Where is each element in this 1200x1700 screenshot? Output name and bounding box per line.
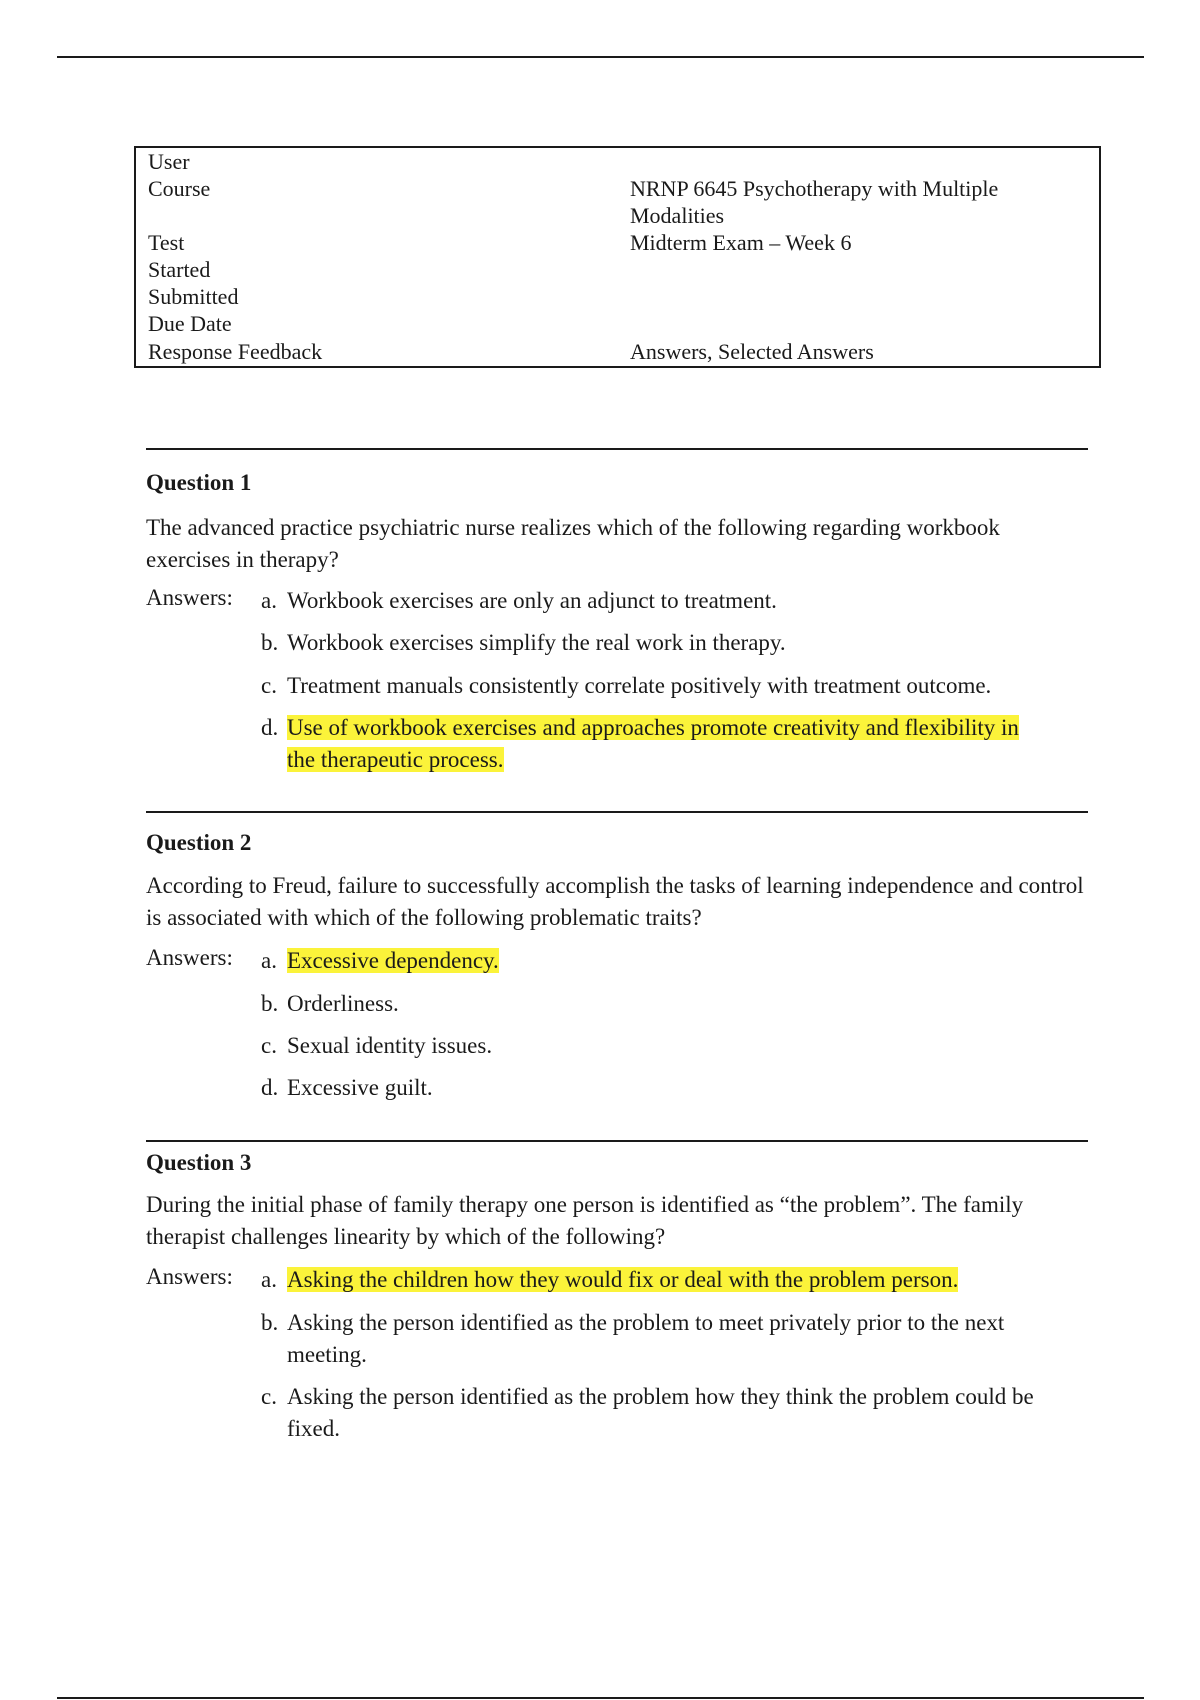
question-2-text: According to Freud, failure to successfully accomplish the tasks of learning independence and control is associated with which of the following problematic traits? [146, 873, 1084, 930]
question-1-option-d-selected [261, 712, 1051, 776]
option-text [287, 945, 1051, 977]
question-3-title: Question 3 [146, 1150, 252, 1175]
bottom-page-rule [57, 1697, 1144, 1699]
option-letter: c. [261, 673, 277, 698]
user-label: User [148, 149, 190, 174]
selected-answer-highlight: Excessive dependency. [287, 948, 499, 973]
submitted-label: Submitted [148, 284, 239, 309]
option-letter: b. [261, 1310, 279, 1335]
question-2-option-c [261, 1030, 1051, 1062]
question-1-answers-label: Answers: [146, 585, 233, 610]
question-2-title: Question 2 [146, 830, 252, 855]
question-1-option-a [261, 585, 1051, 617]
question-2-answers-label: Answers: [146, 945, 233, 970]
question-1-title: Question 1 [146, 470, 252, 495]
question-2-option-b [261, 988, 1051, 1020]
question-3-text: During the initial phase of family therapy one person is identified as “the problem”. The family therapist challenges linearity by which of the following? [146, 1192, 1024, 1249]
test-label: Test [148, 230, 185, 255]
option-text: Workbook exercises simplify the real work in therapy. [287, 630, 786, 655]
option-letter: c. [261, 1033, 277, 1058]
option-letter: c. [261, 1384, 277, 1409]
due-date-label: Due Date [148, 311, 232, 336]
course-label: Course [148, 176, 211, 201]
question-1-text: The advanced practice psychiatric nurse realizes which of the following regarding workbook exercises in therapy? [146, 515, 1000, 572]
question-3-option-b [261, 1307, 1051, 1371]
option-text: Orderliness. [287, 991, 399, 1016]
option-letter: a. [261, 948, 277, 973]
option-letter: b. [261, 991, 279, 1016]
selected-answer-highlight: Use of workbook exercises and approaches promote creativity and flexibility in the therapeutic process. [287, 715, 1019, 772]
question-3-answers-label: Answers: [146, 1264, 233, 1289]
question-1-option-b [261, 627, 1051, 659]
question-2-option-d [261, 1072, 1051, 1104]
question-1-separator [146, 448, 1088, 450]
started-label: Started [148, 257, 211, 282]
option-text: Asking the person identified as the problem to meet privately prior to the next meeting. [287, 1310, 1005, 1367]
test-value: Midterm Exam – Week 6 [630, 230, 852, 255]
response-feedback-label: Response Feedback [148, 339, 323, 364]
question-2-option-a-selected [261, 945, 1051, 977]
question-3-separator [146, 1140, 1088, 1142]
response-feedback-value: Answers, Selected Answers [630, 339, 874, 364]
option-text [287, 1264, 1051, 1296]
question-3-option-a-selected [261, 1264, 1051, 1296]
option-text [287, 712, 1051, 776]
top-page-rule [57, 56, 1144, 58]
selected-answer-highlight: Asking the children how they would fix or deal with the problem person. [287, 1267, 959, 1292]
question-3-option-c [261, 1381, 1051, 1445]
question-1-option-c [261, 670, 1051, 702]
option-text: Sexual identity issues. [287, 1033, 493, 1058]
option-letter: a. [261, 588, 277, 613]
option-letter: a. [261, 1267, 277, 1292]
option-letter: b. [261, 630, 279, 655]
question-2-separator [146, 811, 1088, 813]
option-text: Treatment manuals consistently correlate positively with treatment outcome. [287, 673, 992, 698]
option-letter: d. [261, 1075, 279, 1100]
course-value: NRNP 6645 Psychotherapy with Multiple Modalities [630, 176, 999, 228]
test-info-table [134, 146, 1101, 368]
option-text: Asking the person identified as the problem how they think the problem could be fixed. [287, 1384, 1034, 1441]
option-text: Workbook exercises are only an adjunct to treatment. [287, 588, 777, 613]
option-text: Excessive guilt. [287, 1075, 433, 1100]
option-letter: d. [261, 715, 279, 740]
